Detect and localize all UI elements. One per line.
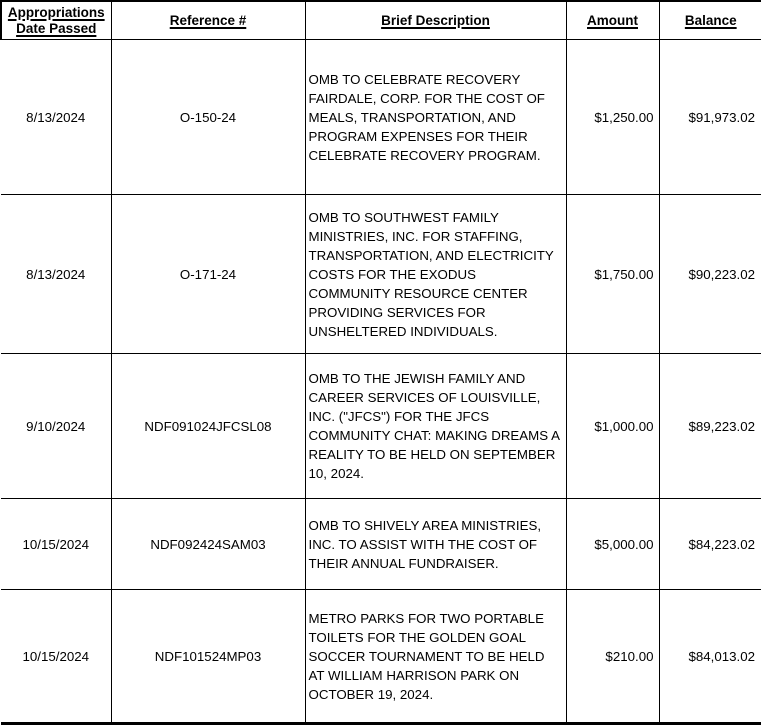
balance-cell: $84,013.02 [659,590,761,724]
reference-cell: NDF091024JFCSL08 [111,354,305,499]
reference-cell: O-150-24 [111,40,305,195]
column-header-amount: Amount [566,1,659,40]
balance-cell: $89,223.02 [659,354,761,499]
date-cell: 9/10/2024 [1,354,111,499]
date-cell: 10/15/2024 [1,499,111,590]
amount-cell: $5,000.00 [566,499,659,590]
column-header-date-passed [1,1,111,40]
table-row [1,499,761,590]
reference-cell: NDF092424SAM03 [111,499,305,590]
description-cell: OMB TO SHIVELY AREA MINISTRIES, INC. TO ASSIST WITH THE COST OF THEIR ANNUAL FUNDRAISER. [305,499,566,590]
amount-cell: $1,250.00 [566,40,659,195]
balance-cell: $90,223.02 [659,195,761,354]
table-row [1,354,761,499]
description-cell: OMB TO CELEBRATE RECOVERY FAIRDALE, CORP. FOR THE COST OF MEALS, TRANSPORTATION, AND PROGRAM EXPENSES FOR THEIR CELEBRATE RECOVERY PROGRAM. [305,40,566,195]
date-cell: 8/13/2024 [1,195,111,354]
table-row [1,40,761,195]
description-cell: OMB TO SOUTHWEST FAMILY MINISTRIES, INC. FOR STAFFING, TRANSPORTATION, AND ELECTRICITY COSTS FOR THE EXODUS COMMUNITY RESOURCE CENTER PROVIDING SERVICES FOR UNSHELTERED INDIVIDUALS. [305,195,566,354]
amount-cell: $1,750.00 [566,195,659,354]
amount-cell: $210.00 [566,590,659,724]
column-header-description: Brief Description [305,1,566,40]
description-cell: OMB TO THE JEWISH FAMILY AND CAREER SERVICES OF LOUISVILLE, INC. ("JFCS") FOR THE JFCS COMMUNITY CHAT: MAKING DREAMS A REALITY TO BE HELD ON SEPTEMBER 10, 2024. [305,354,566,499]
column-header-reference: Reference # [111,1,305,40]
date-cell: 10/15/2024 [1,590,111,724]
header-row [1,1,761,40]
balance-cell: $84,223.02 [659,499,761,590]
reference-cell: NDF101524MP03 [111,590,305,724]
table-row [1,590,761,724]
description-cell: METRO PARKS FOR TWO PORTABLE TOILETS FOR THE GOLDEN GOAL SOCCER TOURNAMENT TO BE HELD AT WILLIAM HARRISON PARK ON OCTOBER 19, 2024. [305,590,566,724]
balance-cell: $91,973.02 [659,40,761,195]
column-header-balance: Balance [659,1,761,40]
header-date-passed-label: Date Passed [16,20,97,36]
date-cell: 8/13/2024 [1,40,111,195]
table-row [1,195,761,354]
amount-cell: $1,000.00 [566,354,659,499]
header-appropriations-label: Appropriations [7,4,105,20]
reference-cell: O-171-24 [111,195,305,354]
